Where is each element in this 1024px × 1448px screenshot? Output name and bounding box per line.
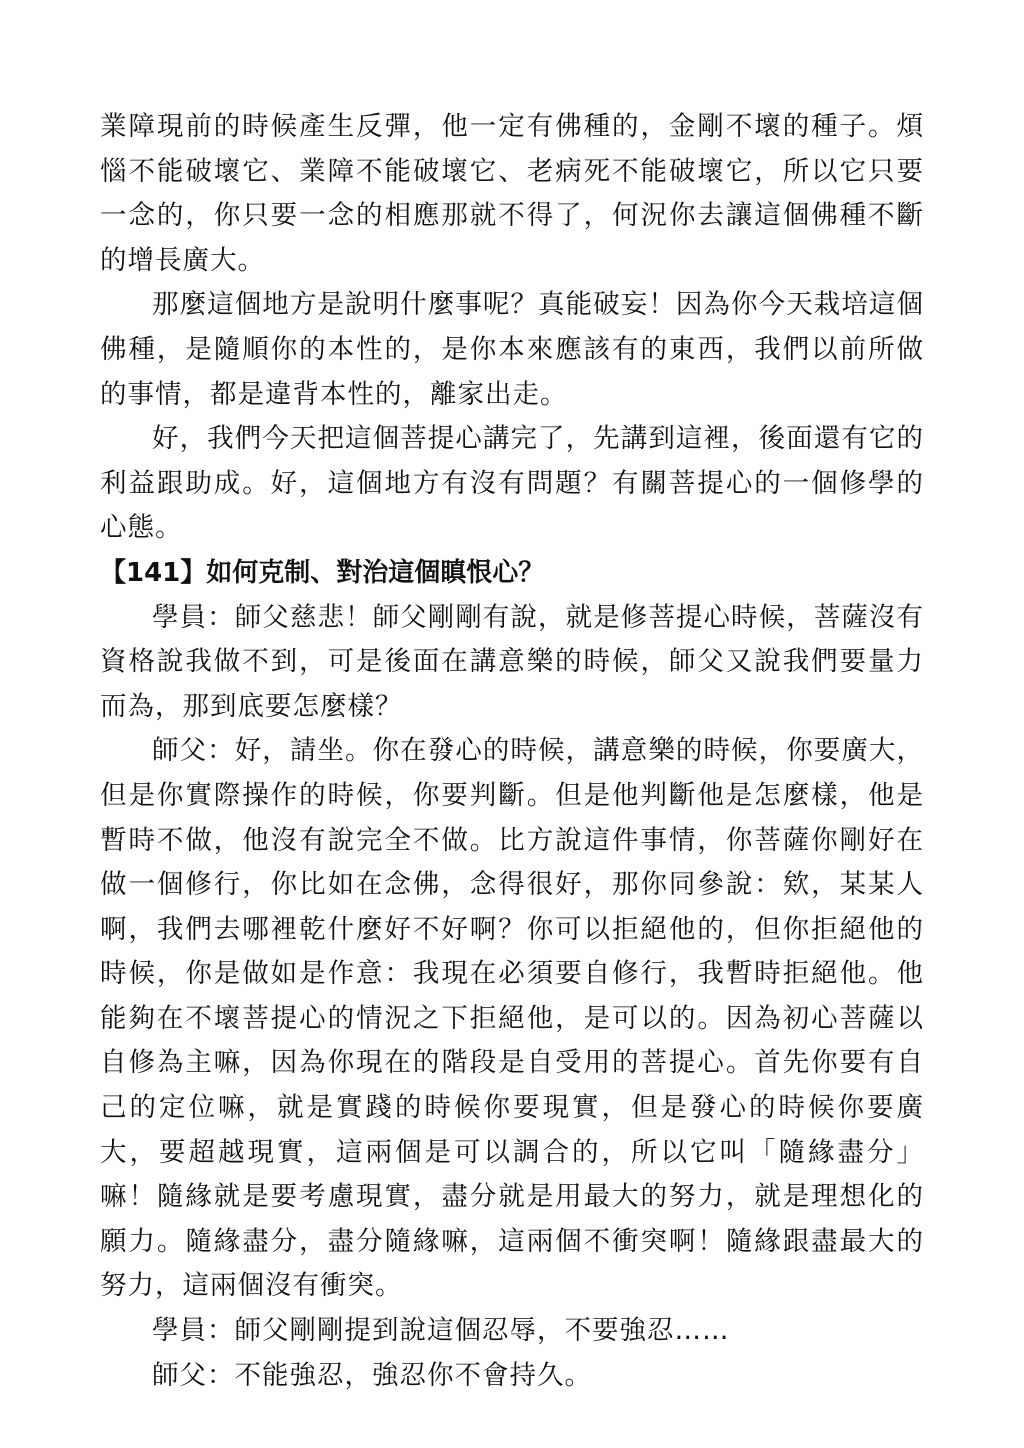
section-heading: 【141】如何克制、對治這個瞋恨心？ bbox=[100, 557, 545, 588]
document-page bbox=[100, 105, 924, 1398]
dialogue-master: 師父：不能強忍，強忍你不會持久。 bbox=[152, 1359, 592, 1391]
dialogue-student: 學員：師父剛剛提到說這個忍辱，不要強忍…… bbox=[152, 1315, 730, 1347]
dialogue-student: 學員：師父慈悲！師父剛剛有說，就是修菩提心時候，菩薩沒有資格說我做不到，可是後面在講意樂的時候，師父又說我們要量力而為，那到底要怎麼樣？ bbox=[100, 601, 924, 722]
paragraph-continuation: 業障現前的時候產生反彈，他一定有佛種的，金剛不壞的種子。煩惱不能破壞它、業障不能破壞它、老病死不能破壞它，所以它只要一念的，你只要一念的相應那就不得了，何況你去讓這個佛種不斷的增長廣大。 bbox=[100, 111, 924, 276]
paragraph: 好，我們今天把這個菩提心講完了，先講到這裡，後面還有它的利益跟助成。好，這個地方有沒有問題？有關菩提心的一個修學的心態。 bbox=[100, 423, 924, 544]
dialogue-master: 師父：好，請坐。你在發心的時候，講意樂的時候，你要廣大，但是你實際操作的時候，你要判斷。但是他判斷他是怎麼樣，他是暫時不做，他沒有說完全不做。比方說這件事情，你菩薩你剛好在做一個修行，你比如在念佛，念得很好，那你同參說：欸，某某人啊，我們去哪裡乾什麼好不好啊？你可以拒絕他的，但你拒絕他的時候，你是做如是作意：我現在必須要自修行，我暫時拒絕他。他能夠在不壞菩提心的情況之下拒絕他，是可以的。因為初心菩薩以自修為主嘛，因為你現在的階段是自受用的菩提心。首先你要有自己的定位嘛，就是實踐的時候你要現實，但是發心的時候你要廣大，要超越現實，這兩個是可以調合的，所以它叫「隨緣盡分」嘛！隨緣就是要考慮現實，盡分就是用最大的努力，就是理想化的願力。隨緣盡分，盡分隨緣嘛，這兩個不衝突啊！隨緣跟盡最大的努力，這兩個沒有衝突。 bbox=[100, 735, 924, 1302]
paragraph: 那麼這個地方是說明什麼事呢？真能破妄！因為你今天栽培這個佛種，是隨順你的本性的，是你本來應該有的東西，我們以前所做的事情，都是違背本性的，離家出走。 bbox=[100, 289, 924, 410]
